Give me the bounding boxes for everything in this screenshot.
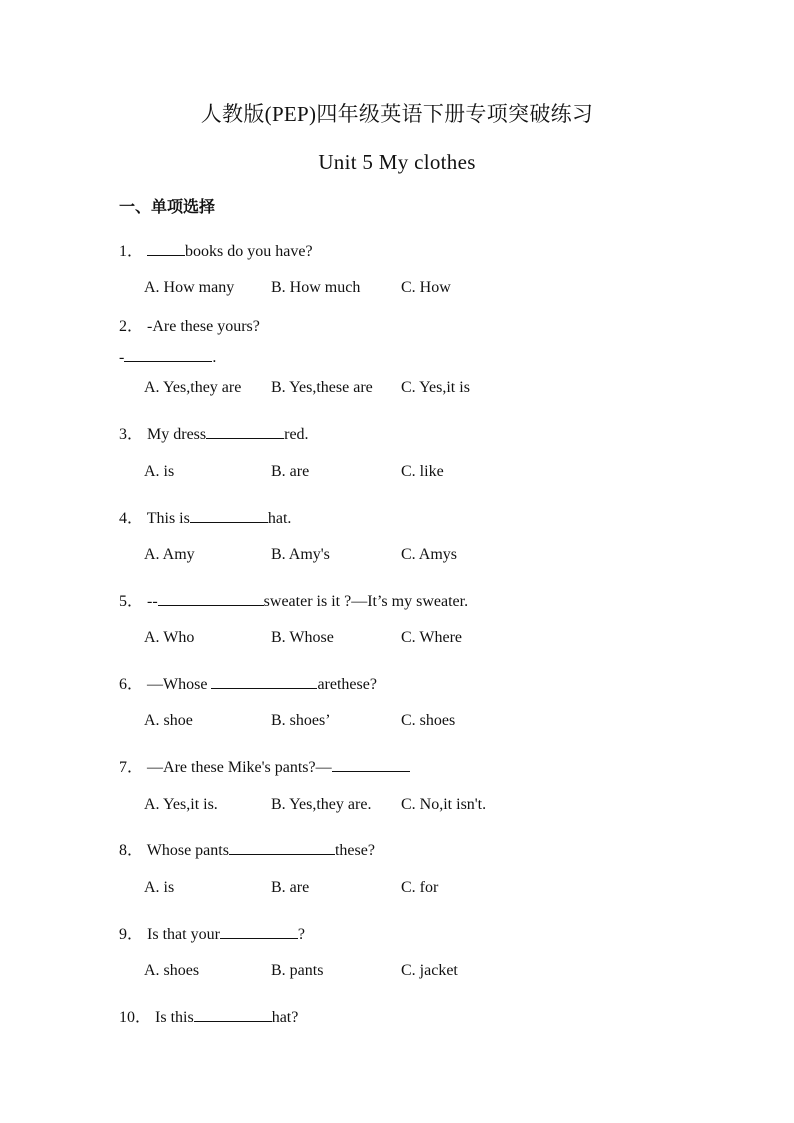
unit-title: Unit 5 My clothes [318, 150, 476, 174]
option-b[interactable]: B. Whose [271, 629, 334, 646]
answer-blank[interactable] [194, 1007, 272, 1022]
question-4: 4． This is hat. [119, 510, 292, 527]
option-c[interactable]: C. for [401, 879, 439, 896]
answer-blank[interactable] [158, 591, 264, 606]
section-heading: 一、单项选择 [119, 197, 216, 216]
question-9: 9． Is that your ? [119, 926, 305, 943]
question-5: 5． -- sweater is it ?—It’s my sweater. [119, 593, 469, 610]
option-a[interactable]: A. How many [144, 279, 235, 296]
option-a[interactable]: A. Amy [144, 546, 195, 563]
answer-blank[interactable] [220, 924, 298, 939]
answer-blank[interactable] [190, 508, 268, 523]
option-c[interactable]: C. How [401, 279, 451, 296]
option-c[interactable]: C. Yes,it is [401, 379, 470, 396]
answer-blank[interactable] [206, 424, 284, 439]
option-b[interactable]: B. are [271, 879, 310, 896]
question-8: 8． Whose pants these? [119, 842, 375, 859]
option-a[interactable]: A. Who [144, 629, 195, 646]
question-3: 3． My dress red. [119, 426, 309, 443]
question-1: 1． books do you have? [119, 243, 313, 260]
option-a[interactable]: A. Yes,it is. [144, 796, 218, 813]
option-c[interactable]: C. Amys [401, 546, 458, 563]
option-b[interactable]: B. How much [271, 279, 361, 296]
answer-blank[interactable] [147, 241, 185, 256]
option-c[interactable]: C. Where [401, 629, 463, 646]
option-a[interactable]: A. shoe [144, 712, 193, 729]
option-c[interactable]: C. No,it isn't. [401, 796, 487, 813]
option-a[interactable]: A. is [144, 879, 175, 896]
answer-blank[interactable] [229, 840, 335, 855]
option-b[interactable]: B. Yes,they are. [271, 796, 372, 813]
answer-blank[interactable] [332, 757, 410, 772]
document-title: 人教版(PEP)四年级英语下册专项突破练习 [200, 102, 594, 126]
answer-blank[interactable] [124, 347, 212, 362]
option-b[interactable]: B. pants [271, 962, 324, 979]
option-b[interactable]: B. Amy's [271, 546, 330, 563]
option-b[interactable]: B. Yes,these are [271, 379, 373, 396]
option-a[interactable]: A. is [144, 463, 175, 480]
option-c[interactable]: C. jacket [401, 962, 458, 979]
option-a[interactable]: A. shoes [144, 962, 200, 979]
option-c[interactable]: C. like [401, 463, 444, 480]
question-6: 6． —Whose arethese? [119, 676, 377, 693]
question-7: 7． —Are these Mike's pants?— [119, 754, 410, 777]
option-b[interactable]: B. shoes’ [271, 712, 331, 729]
question-10: 10． Is this hat? [119, 1009, 299, 1026]
question-2: 2． -Are these yours? [119, 318, 260, 335]
question-2-answer-line: - . [119, 349, 217, 366]
option-c[interactable]: C. shoes [401, 712, 456, 729]
option-b[interactable]: B. are [271, 463, 310, 480]
answer-blank[interactable] [211, 674, 317, 689]
option-a[interactable]: A. Yes,they are [144, 379, 242, 396]
